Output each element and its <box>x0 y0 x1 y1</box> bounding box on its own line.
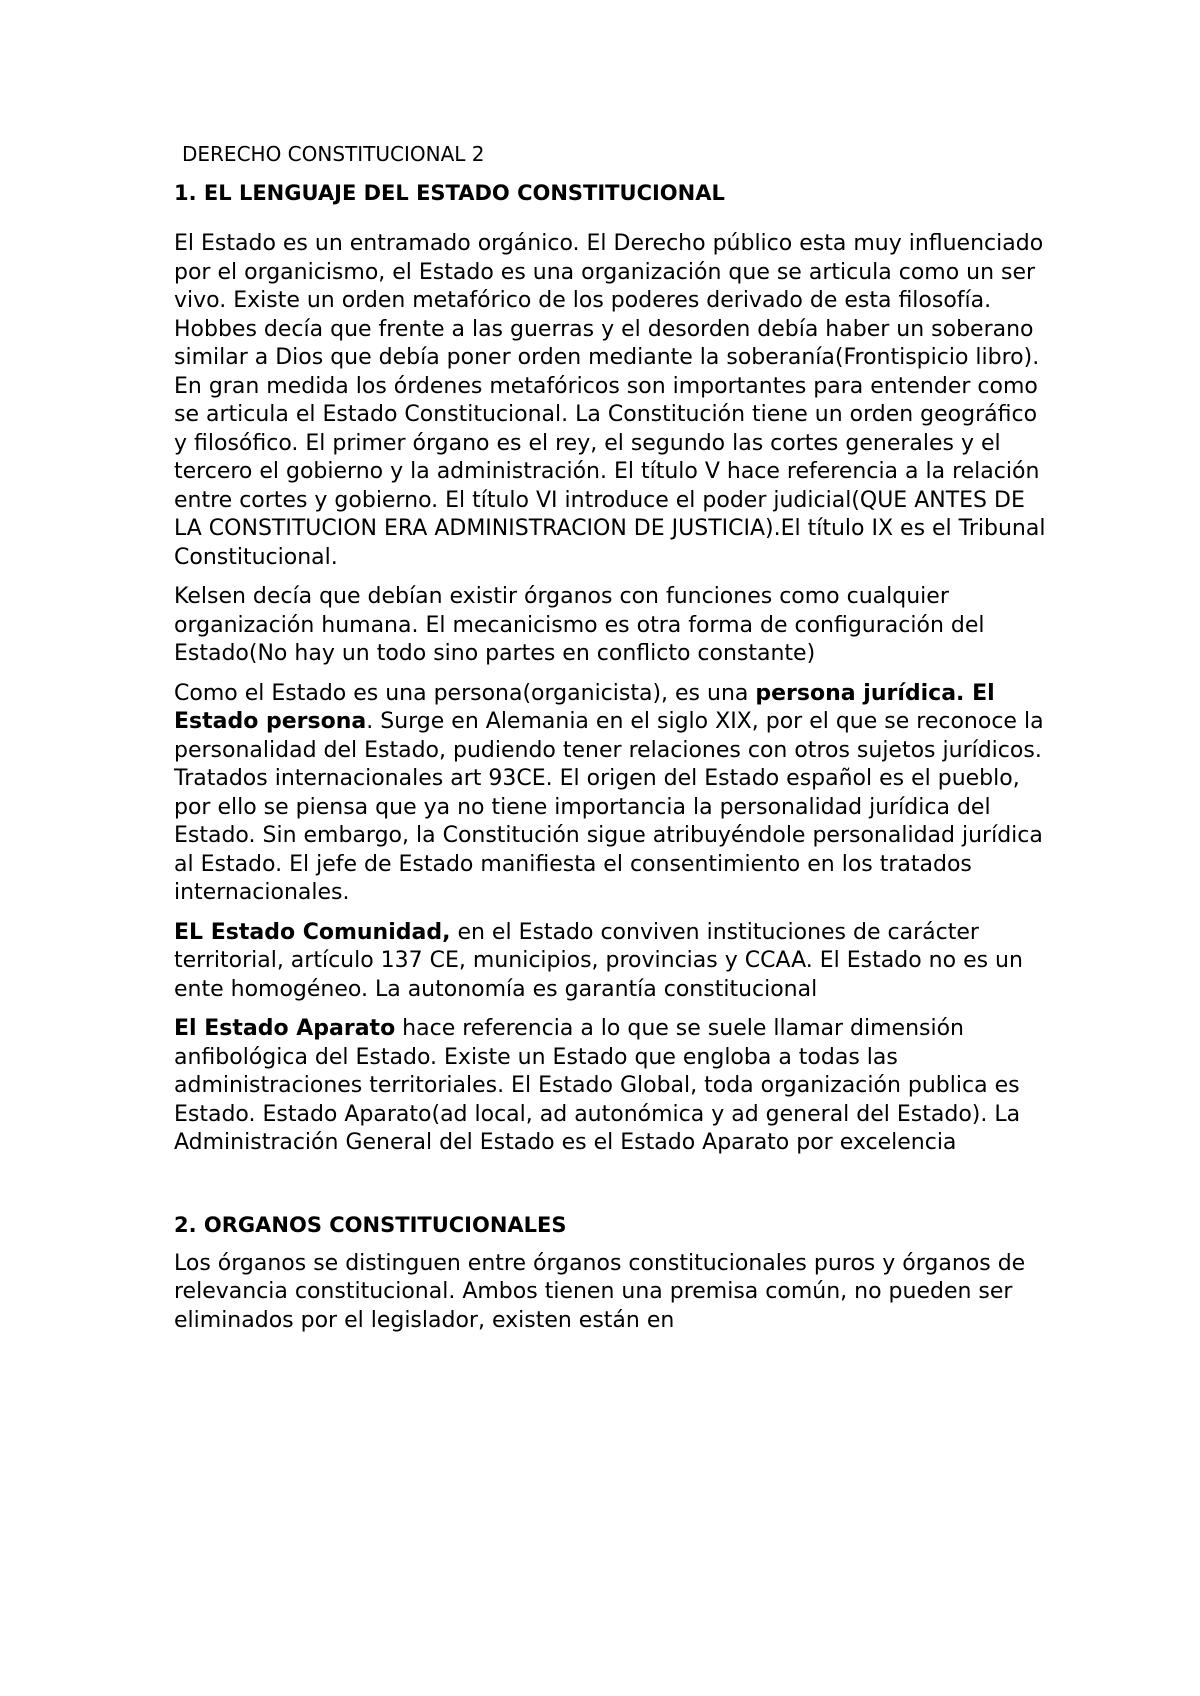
section-1-paragraph-estado-persona <box>174 680 1054 908</box>
estado-persona-intro: Como el Estado es una persona(organicista), es una <box>174 680 756 706</box>
section-1-paragraph-organicism: El Estado es un entramado orgánico. El Derecho público esta muy influenciado por el organicismo, el Estado es una organización que se articula como un ser vivo. Existe un orden metafórico de los poderes derivado de esta filosofía. Hobbes decía que frente a las guerras y el desorden debía haber un soberano similar a Dios que debía poner orden mediante la soberanía(Frontispicio libro). En gran medida los órdenes metafóricos son importantes para entender como se articula el Estado Constitucional. La Constitución tiene un orden geográfico y filosófico. El primer órgano es el rey, el segundo las cortes generales y el tercero el gobierno y la administración. El título V hace referencia a la relación entre cortes y gobierno. El título VI introduce el poder judicial(QUE ANTES DE LA CONSTITUCION ERA ADMINISTRACION DE JUSTICIA).El título IX es el Tribunal Constitucional. <box>174 231 1046 570</box>
estado-aparato-bold: El Estado Aparato <box>174 1016 396 1041</box>
estado-persona-rest: . Surge en Alemania en el siglo XIX, por el que se reconoce la personalidad del Estado, pudiendo tener relaciones con otros sujetos jurídicos. Tratados internacionales art 93CE. El origen del Estado español es el pueblo, por ello se piensa que ya no tiene importancia la personalidad jurídica del Estado. Sin embargo, la Constitución sigue atribuyéndole personalidad jurídica al Estado. El jefe de Estado manifiesta el consentimiento en los tratados internacionales. <box>174 709 1044 905</box>
section-2-paragraph-organos: Los órganos se distinguen entre órganos constitucionales puros y órganos de relevancia constitucional. Ambos tienen una premisa común, no pueden ser eliminados por el legislador, existen están en <box>174 1250 1026 1333</box>
section-2-title: 2. ORGANOS CONSTITUCIONALES <box>174 1212 567 1237</box>
section-1-paragraph-estado-aparato <box>174 1015 1054 1158</box>
document-page <box>174 140 1054 1346</box>
estado-aparato-rest: hace referencia a lo que se suele llamar dimensión anfibológica del Estado. Existe un Estado que engloba a todas las administraciones territoriales. El Estado Global, toda organización publica es Estado. Estado Aparato(ad local, ad autonómica y ad general del Estado). La Administración General del Estado es el Estado Aparato por excelencia <box>174 1016 1021 1155</box>
estado-comunidad-rest: en el Estado conviven instituciones de carácter territorial, artículo 137 CE, municipios, provincias y CCAA. El Estado no es un ente homogéneo. La autonomía es garantía constitucional <box>174 919 1023 1002</box>
document-header: DERECHO CONSTITUCIONAL 2 <box>182 142 485 166</box>
estado-comunidad-bold: EL Estado Comunidad, <box>174 919 451 945</box>
section-1-paragraph-estado-comunidad <box>174 919 1054 1005</box>
estado-persona-bold: persona jurídica. El Estado persona <box>174 680 995 734</box>
section-1-paragraph-kelsen: Kelsen decía que debían existir órganos con funciones como cualquier organización humana. El mecanicismo es otra forma de configuración del Estado(No hay un todo sino partes en conflicto constante) <box>174 584 985 666</box>
section-1-title: 1. EL LENGUAJE DEL ESTADO CONSTITUCIONAL <box>174 181 725 205</box>
